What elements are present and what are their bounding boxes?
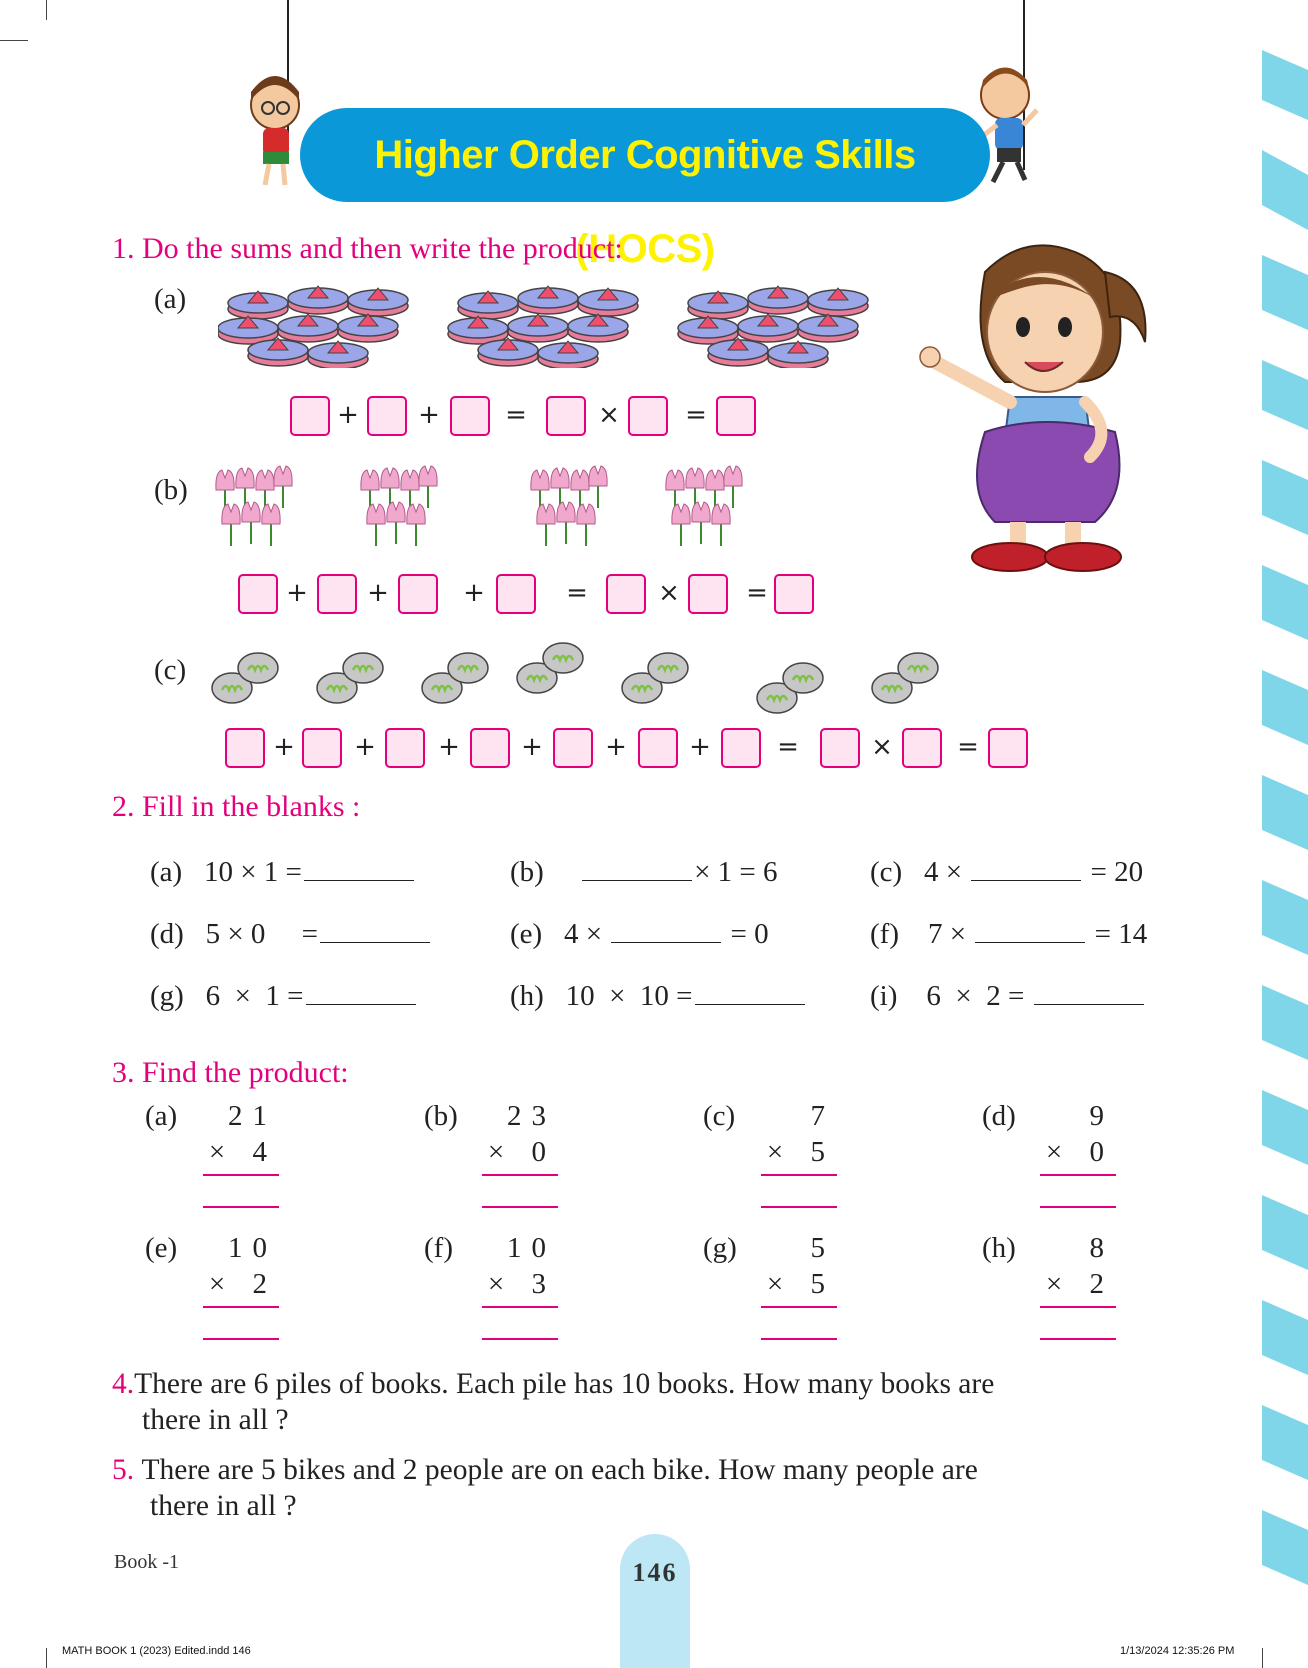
problem-label: (g) xyxy=(703,1232,737,1264)
multiplicand: 10 xyxy=(228,1232,277,1264)
product-rule xyxy=(1040,1306,1116,1308)
question-4 xyxy=(112,1366,994,1438)
product-rule xyxy=(761,1306,837,1308)
pointing-girl-illustration xyxy=(915,232,1160,592)
mushroom-pair-icon xyxy=(210,638,970,718)
answer-box[interactable] xyxy=(628,396,668,436)
plus-sign: + xyxy=(689,732,711,762)
item-pre: 10 × 1 = xyxy=(203,856,302,888)
answer-blank[interactable] xyxy=(582,879,692,881)
item-label: (b) xyxy=(510,856,544,888)
multiplicand: 9 xyxy=(1089,1100,1114,1132)
plus-sign: + xyxy=(286,578,308,608)
print-timestamp: 1/13/2024 12:35:26 PM xyxy=(1120,1645,1235,1657)
product-rule xyxy=(482,1174,558,1176)
answer-box[interactable] xyxy=(688,574,728,614)
blank-item-g xyxy=(150,980,418,1013)
answer-line[interactable] xyxy=(1040,1338,1116,1340)
answer-box[interactable] xyxy=(450,396,490,436)
answer-box[interactable] xyxy=(902,728,942,768)
product-problem-f xyxy=(424,1232,664,1352)
answer-box[interactable] xyxy=(225,728,265,768)
answer-box[interactable] xyxy=(317,574,357,614)
page-title: Higher Order Cognitive Skills (HOCS) xyxy=(374,133,916,271)
item-post: = 14 xyxy=(1094,918,1148,950)
multiplicand: 10 xyxy=(507,1232,556,1264)
multiplicand: 7 xyxy=(810,1100,835,1132)
multiplier: × 3 xyxy=(487,1268,556,1300)
blank-item-c xyxy=(870,856,1143,889)
multiplier: × 5 xyxy=(766,1268,835,1300)
equals-sign: = xyxy=(746,578,768,608)
times-sign: × xyxy=(658,578,680,608)
answer-box[interactable] xyxy=(385,728,425,768)
answer-box[interactable] xyxy=(820,728,860,768)
product-rule xyxy=(761,1174,837,1176)
answer-blank[interactable] xyxy=(304,879,414,881)
product-rule xyxy=(482,1306,558,1308)
decorative-stripes xyxy=(1262,0,1308,1668)
question-5-line-2: there in all ? xyxy=(150,1490,297,1522)
q1-part-b-label: (b) xyxy=(154,474,188,506)
problem-label: (d) xyxy=(982,1100,1016,1132)
answer-box[interactable] xyxy=(238,574,278,614)
answer-line[interactable] xyxy=(203,1338,279,1340)
product-problem-a xyxy=(145,1100,385,1220)
product-problem-d xyxy=(982,1100,1222,1220)
multiplicand: 21 xyxy=(228,1100,277,1132)
problem-label: (b) xyxy=(424,1100,458,1132)
item-label: (h) xyxy=(510,980,544,1012)
answer-line[interactable] xyxy=(203,1206,279,1208)
question-2-heading: 2. Fill in the blanks : xyxy=(112,790,361,823)
problem-label: (h) xyxy=(982,1232,1016,1264)
problem-label: (e) xyxy=(145,1232,178,1264)
equals-sign: = xyxy=(566,578,588,608)
multiplicand: 23 xyxy=(507,1100,556,1132)
answer-line[interactable] xyxy=(482,1338,558,1340)
question-1-heading: 1. Do the sums and then write the product: xyxy=(112,232,623,265)
equals-sign: = xyxy=(685,400,707,430)
answer-line[interactable] xyxy=(1040,1206,1116,1208)
question-5 xyxy=(112,1452,978,1524)
item-post: = 20 xyxy=(1090,856,1144,888)
answer-blank[interactable] xyxy=(306,1003,416,1005)
product-problem-c xyxy=(703,1100,943,1220)
answer-box[interactable] xyxy=(546,396,586,436)
question-5-line-1: There are 5 bikes and 2 people are on each bike. How many people are xyxy=(141,1454,978,1486)
answer-blank[interactable] xyxy=(320,941,430,943)
plus-sign: + xyxy=(605,732,627,762)
item-pre: 5 × 0 = xyxy=(205,918,319,950)
blank-item-b xyxy=(510,856,778,889)
item-label: (f) xyxy=(870,918,899,950)
source-file: MATH BOOK 1 (2023) Edited.indd 146 xyxy=(62,1645,251,1657)
plus-sign: + xyxy=(354,732,376,762)
answer-box[interactable] xyxy=(302,728,342,768)
product-rule xyxy=(203,1306,279,1308)
answer-line[interactable] xyxy=(761,1206,837,1208)
blank-item-a xyxy=(150,856,416,889)
answer-box[interactable] xyxy=(721,728,761,768)
plus-sign: + xyxy=(337,400,359,430)
multiplier: × 2 xyxy=(1045,1268,1114,1300)
item-post: × 1 = 6 xyxy=(694,856,778,888)
question-3-heading: 3. Find the product: xyxy=(112,1056,349,1089)
crop-mark xyxy=(46,0,47,20)
answer-blank[interactable] xyxy=(1034,1003,1144,1005)
item-label: (a) xyxy=(150,856,183,888)
product-problem-h xyxy=(982,1232,1222,1352)
answer-blank[interactable] xyxy=(695,1003,805,1005)
equals-sign: = xyxy=(957,732,979,762)
plus-sign: + xyxy=(438,732,460,762)
question-4-line-1: There are 6 piles of books. Each pile has 10 books. How many books are xyxy=(134,1368,995,1400)
plus-sign: + xyxy=(463,578,485,608)
item-label: (e) xyxy=(510,918,543,950)
equals-sign: = xyxy=(777,732,799,762)
answer-box[interactable] xyxy=(398,574,438,614)
product-problem-g xyxy=(703,1232,943,1352)
answer-blank[interactable] xyxy=(971,879,1081,881)
product-problem-e xyxy=(145,1232,385,1352)
answer-box[interactable] xyxy=(638,728,678,768)
item-label: (g) xyxy=(150,980,184,1012)
blank-item-h xyxy=(510,980,807,1013)
answer-box[interactable] xyxy=(606,574,646,614)
plus-sign: + xyxy=(273,732,295,762)
tulip-bunch-icon xyxy=(210,462,770,562)
problem-label: (f) xyxy=(424,1232,453,1264)
q1-part-c-label: (c) xyxy=(154,654,187,686)
answer-line[interactable] xyxy=(482,1206,558,1208)
book-label: Book -1 xyxy=(114,1551,179,1573)
item-label: (d) xyxy=(150,918,184,950)
answer-box[interactable] xyxy=(496,574,536,614)
question-5-number: 5. xyxy=(112,1454,135,1486)
answer-box[interactable] xyxy=(470,728,510,768)
multiplier: × 0 xyxy=(487,1136,556,1168)
answer-box[interactable] xyxy=(553,728,593,768)
multiplicand: 8 xyxy=(1089,1232,1114,1264)
item-pre: 4 × xyxy=(563,918,603,950)
product-problem-b xyxy=(424,1100,664,1220)
crop-mark xyxy=(46,1648,47,1668)
equals-sign: = xyxy=(505,400,527,430)
plus-sign: + xyxy=(418,400,440,430)
times-sign: × xyxy=(871,732,893,762)
item-pre: 7 × xyxy=(927,918,967,950)
crop-mark xyxy=(0,40,28,41)
page-number-tab xyxy=(620,1534,690,1668)
answer-blank[interactable] xyxy=(611,941,721,943)
multiplier: × 4 xyxy=(208,1136,277,1168)
item-pre: 10 × 10 = xyxy=(565,980,693,1012)
item-label: (i) xyxy=(870,980,898,1012)
multiplier: × 2 xyxy=(208,1268,277,1300)
answer-box[interactable] xyxy=(290,396,330,436)
multiplier: × 5 xyxy=(766,1136,835,1168)
item-pre: 6 × 1 = xyxy=(205,980,304,1012)
answer-line[interactable] xyxy=(761,1338,837,1340)
answer-box[interactable] xyxy=(774,574,814,614)
question-4-number: 4. xyxy=(112,1368,135,1400)
multiplier: × 0 xyxy=(1045,1136,1114,1168)
times-sign: × xyxy=(598,400,620,430)
answer-blank[interactable] xyxy=(975,941,1085,943)
blank-item-e xyxy=(510,918,769,951)
answer-box[interactable] xyxy=(716,396,756,436)
answer-box[interactable] xyxy=(988,728,1028,768)
item-label: (c) xyxy=(870,856,903,888)
q1-part-a-label: (a) xyxy=(154,283,187,315)
blank-item-i xyxy=(870,980,1146,1013)
answer-box[interactable] xyxy=(367,396,407,436)
item-post: = 0 xyxy=(730,918,769,950)
item-pre: 6 × 2 = xyxy=(926,980,1025,1012)
question-4-line-2: there in all ? xyxy=(142,1404,289,1436)
item-pre: 4 × xyxy=(923,856,963,888)
problem-label: (a) xyxy=(145,1100,178,1132)
blank-item-f xyxy=(870,918,1147,951)
product-rule xyxy=(1040,1174,1116,1176)
blank-item-d xyxy=(150,918,432,951)
plus-sign: + xyxy=(367,578,389,608)
plus-sign: + xyxy=(521,732,543,762)
product-rule xyxy=(203,1174,279,1176)
spinning-top-group-icon xyxy=(218,278,908,368)
multiplicand: 5 xyxy=(810,1232,835,1264)
page-number: 146 xyxy=(632,1558,678,1587)
problem-label: (c) xyxy=(703,1100,736,1132)
